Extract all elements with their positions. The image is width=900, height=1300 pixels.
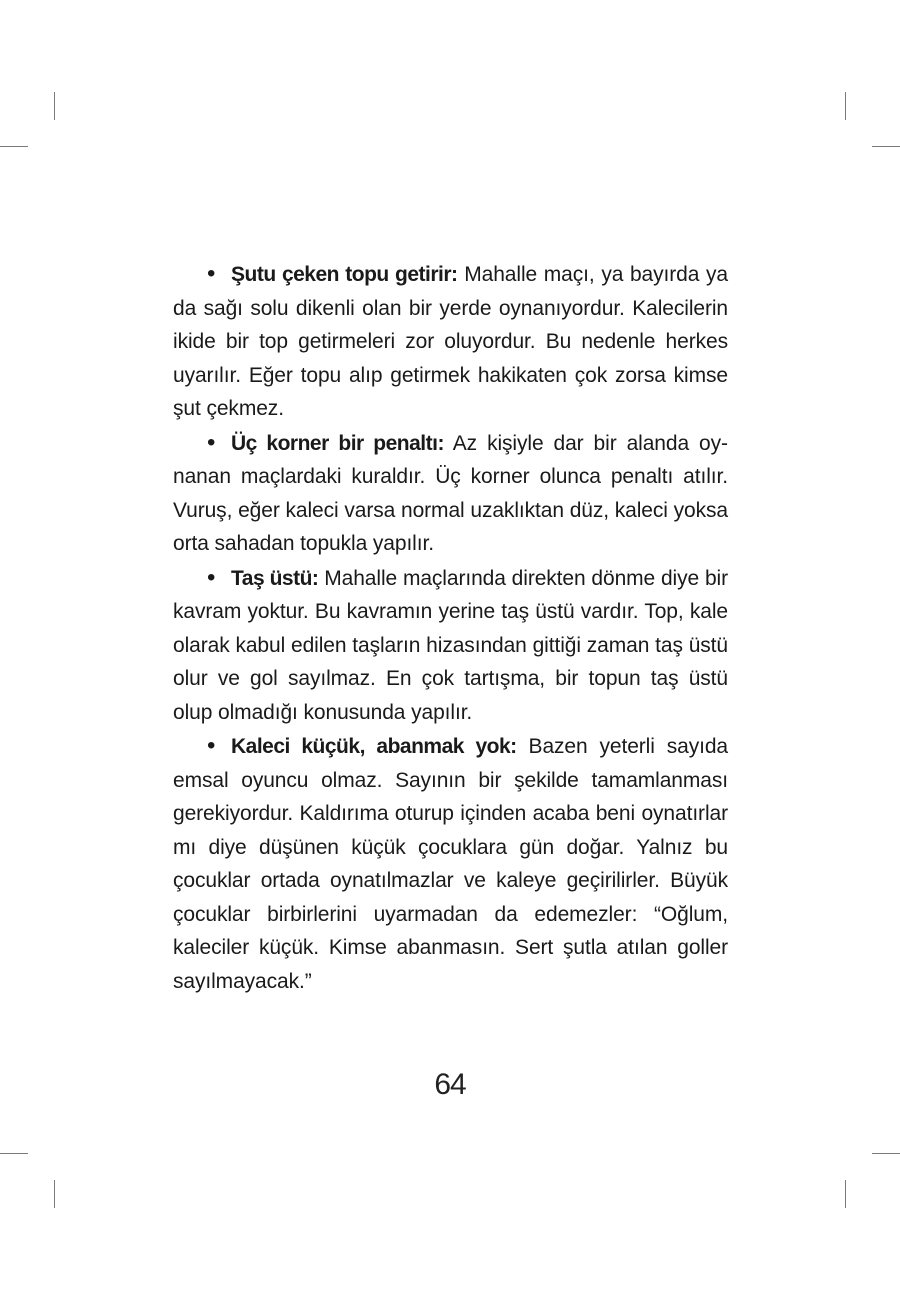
crop-mark-bottom-right-vertical [845, 1180, 846, 1208]
paragraph-sutu-ceken [173, 257, 728, 426]
crop-mark-top-left-horizontal [0, 146, 28, 147]
paragraph-tas-ustu [173, 561, 728, 730]
paragraph-body: Mahalle maçlarında direkten dönme diye bir kavram yoktur. Bu kavramın yerine taş üstü vardır. Top, kale olarak kabul edilen taşların hizasından gittiği zaman taş üstü olur ve gol sayılmaz. En çok tartışma, bir topun taş üstü olup olmadığı konusunda yapılır. [173, 566, 728, 724]
crop-mark-top-left-vertical [54, 92, 55, 120]
paragraph-uc-korner [173, 426, 728, 561]
paragraph-kaleci-kucuk [173, 729, 728, 998]
bullet-icon: • [207, 260, 216, 287]
paragraph-body: Mahalle maçı, ya bayırda ya da sağı solu dikenli olan bir yerde oynanıyordur. Kalecilerin ikide bir top getirmeleri zor oluyordur. Bu nedenle herkes uyarılır. Eğer topu alıp getirmek hakikaten çok zorsa kimse şut çekmez. [173, 263, 728, 420]
crop-mark-bottom-left-horizontal [0, 1153, 28, 1154]
crop-mark-top-right-vertical [845, 92, 846, 120]
bullet-icon: • [207, 563, 216, 591]
page-number: 64 [434, 1068, 466, 1101]
paragraph-body: Bazen yeterli sayıda emsal oyuncu olmaz. Sayının bir şekilde tamamlanması gerekiyordur. Kaldırıma oturup içinden acaba beni oynatırlar mı diye düşünen küçük çocuklara gün doğar. Yalnız bu çocuklar ortada oynatılmazlar ve kaleye geçirilirler. Büyük çocuklar birbirlerini uyarmadan da edemezler: “Oğlum, kaleciler küçük. Kimse abanmasın. Sert şutla atılan goller sayılmayacak.” [173, 735, 728, 993]
paragraph-lead: Üç korner bir penaltı: [231, 431, 444, 455]
crop-mark-top-right-horizontal [872, 146, 900, 147]
crop-mark-bottom-left-vertical [54, 1180, 55, 1208]
crop-mark-bottom-right-horizontal [872, 1153, 900, 1154]
paragraph-lead: Şutu çeken topu getirir: [231, 263, 458, 286]
paragraph-lead: Kaleci küçük, abanmak yok: [231, 735, 517, 758]
paragraph-lead: Taş üstü: [231, 566, 319, 590]
bullet-icon: • [207, 732, 216, 759]
page-body-text [173, 257, 728, 998]
paragraph-body: Az kişiyle dar bir alanda oynanan maçlardaki kuraldır. Üç korner olunca penaltı atılır. Vuruş, eğer kaleci varsa normal uzaklıktan düz, kaleci yoksa orta sahadan topukla yapılır. [173, 431, 728, 555]
bullet-icon: • [207, 428, 216, 456]
